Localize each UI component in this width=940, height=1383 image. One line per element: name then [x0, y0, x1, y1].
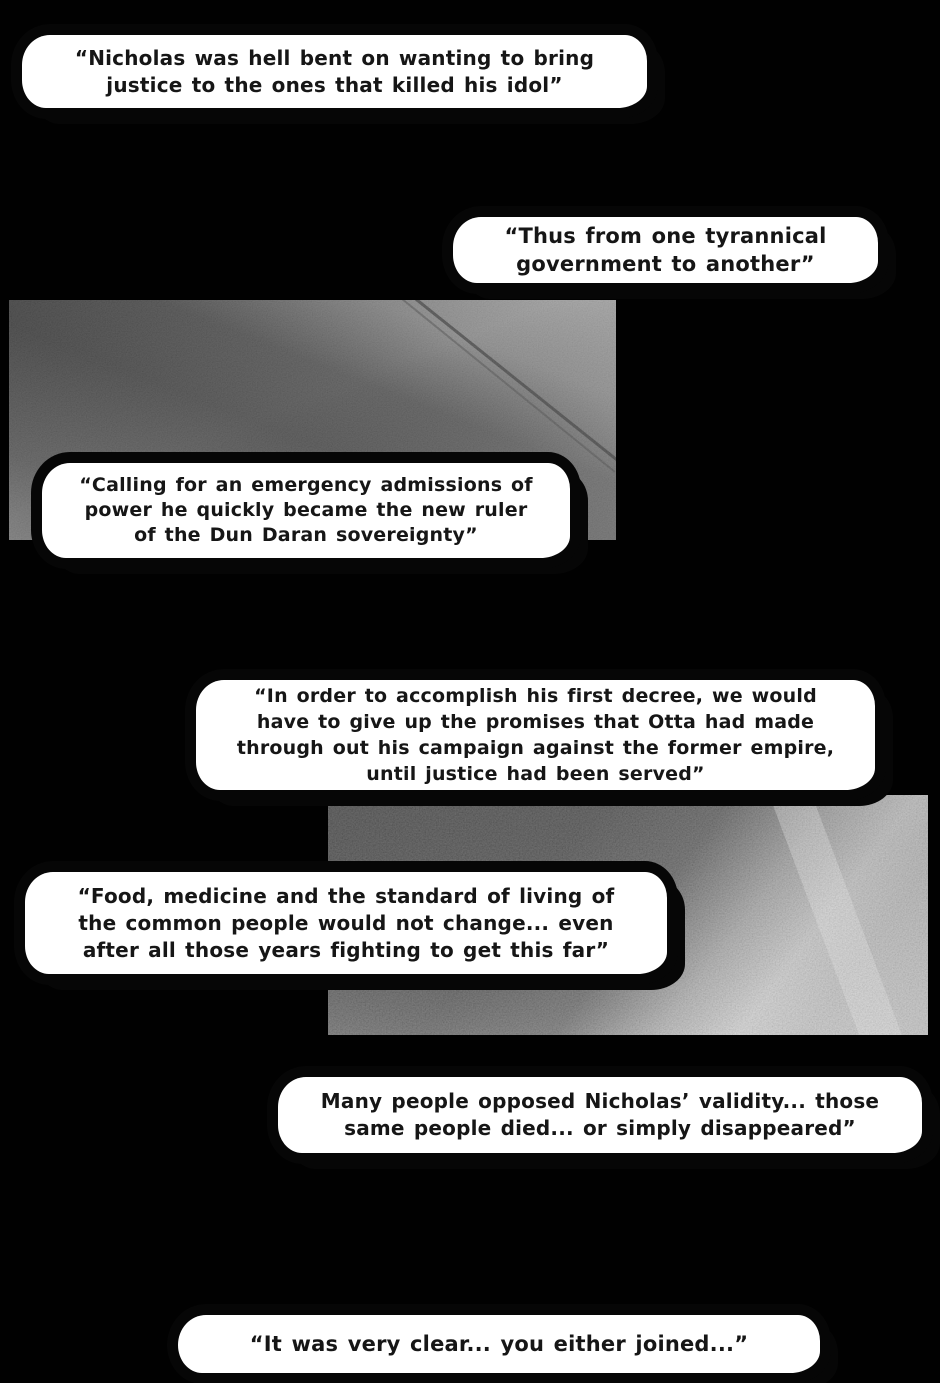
bubble-text-line: “Food, medicine and the standard of living of: [77, 883, 615, 908]
bubble-text-line: “Calling for an emergency admissions of: [79, 474, 533, 496]
bubble-text-line: until justice had been served”: [366, 763, 705, 785]
speech-bubble-7: [178, 1315, 820, 1373]
speech-bubble-1: [22, 35, 647, 108]
bubble-text-line: “Nicholas was hell bent on wanting to bring: [74, 45, 595, 70]
bubble-text-line: “It was very clear... you either joined...”: [249, 1331, 749, 1356]
speech-bubble-5: [25, 872, 667, 974]
bubble-text-line: through out his campaign against the former empire,: [236, 737, 835, 759]
speech-bubble-2: [453, 217, 878, 283]
bubble-text-line: after all those years fighting to get this far”: [82, 937, 610, 962]
speech-bubble-3: [42, 463, 570, 558]
speech-bubble-4: [196, 680, 875, 790]
speech-bubble-6: [278, 1077, 922, 1153]
bubble-text-line: justice to the ones that killed his idol”: [106, 72, 563, 97]
bubble-text-line: the common people would not change... even: [78, 910, 614, 935]
bubble-text-line: Many people opposed Nicholas’ validity... those: [320, 1089, 880, 1113]
bubble-text-line: “Thus from one tyrannical: [504, 224, 827, 248]
bubble-text-line: government to another”: [516, 252, 815, 276]
bubble-text-line: power he quickly became the new ruler: [84, 499, 528, 521]
bubble-text-line: “In order to accomplish his first decree, we would: [254, 685, 817, 707]
bubble-text-line: same people died... or simply disappeared”: [344, 1116, 856, 1140]
bubble-text-line: of the Dun Daran sovereignty”: [134, 524, 478, 546]
bubble-text-line: have to give up the promises that Otta had made: [256, 711, 815, 733]
